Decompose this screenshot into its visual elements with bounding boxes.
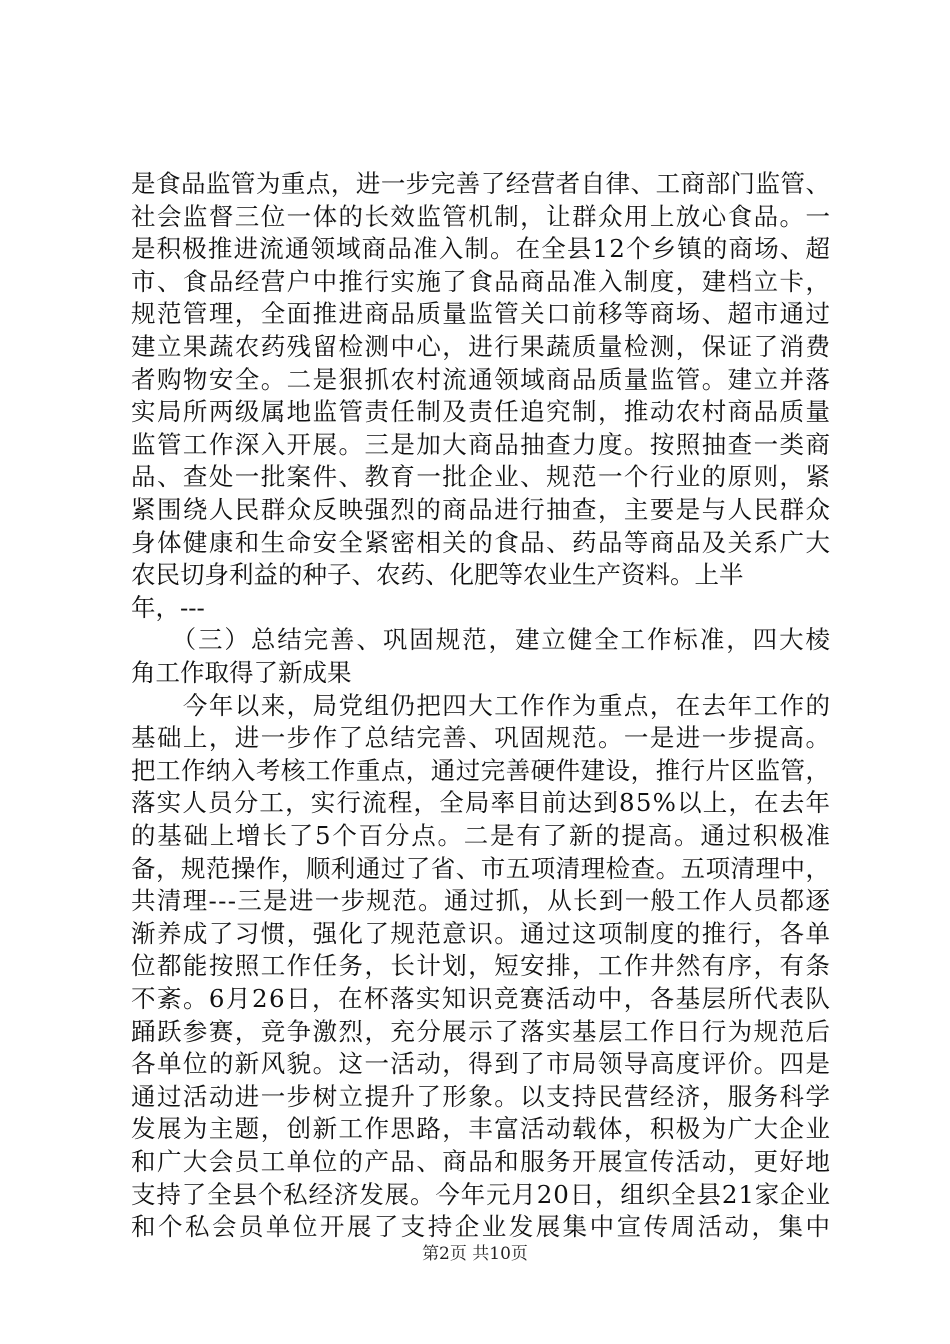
- text-line: 通过活动进一步树立提升了形象。以支持民营经济，服务科学: [131, 1081, 832, 1111]
- text-line: 角工作取得了新成果: [131, 658, 352, 687]
- text-line: 农民切身利益的种子、农药、化肥等农业生产资料。上半: [131, 560, 744, 590]
- text-line: 基础上，进一步作了总结完善、巩固规范。一是进一步提高。: [131, 723, 832, 753]
- text-line: 是食品监管为重点，进一步完善了经营者自律、工商部门监管、: [131, 169, 831, 198]
- text-line: 的基础上增长了5个百分点。二是有了新的提高。通过积极准: [131, 821, 832, 850]
- text-line: 支持了全县个私经济发展。今年元月20日，组织全县21家企业: [131, 1179, 831, 1209]
- text-line: 共清理---三是进一步规范。通过抓，从长到一般工作人员都逐: [131, 886, 832, 916]
- text-line: 渐养成了习惯，强化了规范意识。通过这项制度的推行，各单: [131, 918, 832, 948]
- text-line: 紧围绕人民群众反映强烈的商品进行抽查，主要是与人民群众: [131, 495, 832, 524]
- text-line: 实局所两级属地监管责任制及责任追究制，推动农村商品质量: [131, 397, 832, 427]
- text-line: 身体健康和生命安全紧密相关的食品、药品等商品及关系广大: [131, 527, 832, 557]
- text-line: 各单位的新风貌。这一活动，得到了市局领导高度评价。四是: [131, 1049, 832, 1079]
- text-line: 把工作纳入考核工作重点，通过完善硬件建设，推行片区监管，: [131, 755, 831, 785]
- text-line: 和个私会员单位开展了支持企业发展集中宣传周活动，集中: [131, 1212, 833, 1242]
- text-line: 者购物安全。二是狠抓农村流通领域商品质量监管。建立并落: [131, 364, 832, 394]
- text-line: 不紊。6月26日，在杯落实知识竞赛活动中，各基层所代表队: [131, 984, 832, 1013]
- text-line: 今年以来，局党组仍把四大工作作为重点，在去年工作的: [131, 690, 832, 720]
- text-line: 监管工作深入开展。三是加大商品抽查力度。按照抽查一类商: [131, 429, 832, 459]
- text-line: （三）总结完善、巩固规范，建立健全工作标准，四大棱: [131, 625, 832, 655]
- page-footer: 第2页 共10页: [422, 1244, 528, 1264]
- text-line: 位都能按照工作任务，长计划，短安排，工作井然有序，有条: [131, 951, 832, 981]
- text-line: 和广大会员工单位的产品、商品和服务开展宣传活动，更好地: [131, 1147, 832, 1176]
- text-line: 发展为主题，创新工作思路，丰富活动载体，积极为广大企业: [131, 1114, 832, 1144]
- text-line: 踊跃参赛，竞争激烈，充分展示了落实基层工作日行为规范后: [131, 1016, 832, 1046]
- text-line: 落实人员分工，实行流程，全局率目前达到85%以上，在去年: [131, 788, 832, 818]
- text-line: 备，规范操作，顺利通过了省、市五项清理检查。五项清理中，: [131, 853, 831, 883]
- text-line: 市、食品经营户中推行实施了食品商品准入制度，建档立卡，: [131, 266, 832, 296]
- text-line: 社会监督三位一体的长效监管机制，让群众用上放心食品。一: [131, 201, 832, 231]
- text-line: 品、查处一批案件、教育一批企业、规范一个行业的原则，紧: [131, 462, 832, 492]
- text-line: 年，---: [131, 592, 205, 622]
- text-line: 是积极推进流通领域商品准入制。在全县12个乡镇的商场、超: [131, 234, 832, 264]
- text-line: 建立果蔬农药残留检测中心，进行果蔬质量检测，保证了消费: [131, 332, 832, 361]
- text-line: 规范管理，全面推进商品质量监管关口前移等商场、超市通过: [131, 299, 832, 329]
